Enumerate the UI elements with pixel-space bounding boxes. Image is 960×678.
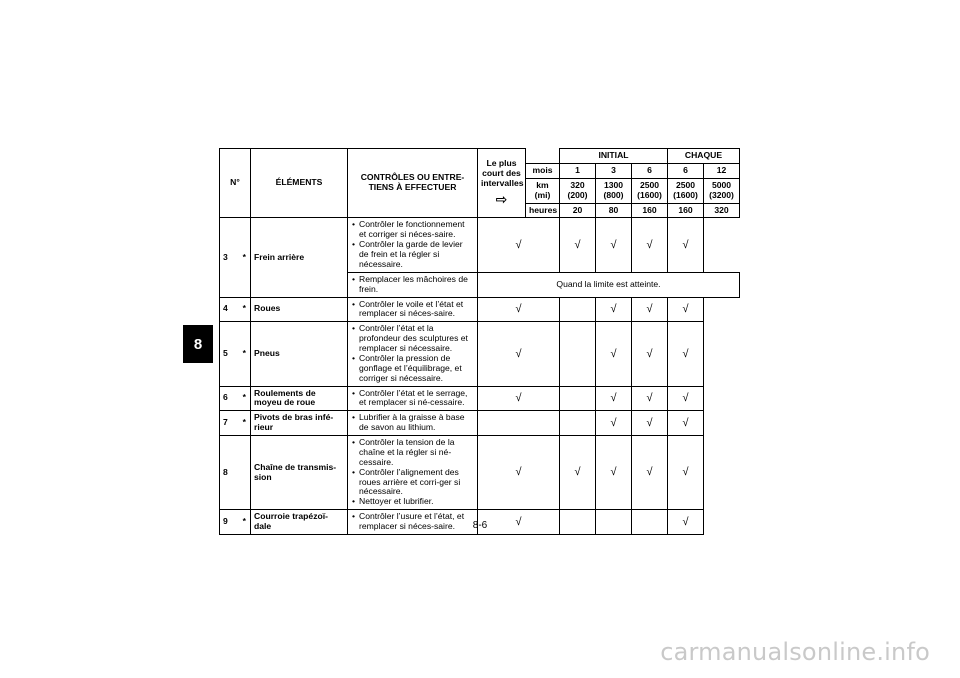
controls-list bbox=[351, 438, 474, 507]
interval-value: 160 bbox=[668, 203, 704, 218]
check-mark: √ bbox=[668, 218, 704, 272]
star-mark: * bbox=[239, 386, 251, 411]
check-mark: √ bbox=[478, 386, 560, 411]
row-number: 3 bbox=[220, 218, 239, 297]
element-name: Chaîne de transmis-sion bbox=[251, 436, 348, 510]
check-mark bbox=[560, 297, 596, 322]
check-mark: √ bbox=[668, 297, 704, 322]
element-name: Courroie trapézoï-dale bbox=[251, 510, 348, 535]
controls-list bbox=[351, 389, 474, 409]
watermark: carmanualsonline.info bbox=[660, 638, 930, 666]
controls-cell bbox=[348, 436, 478, 510]
element-name: Pivots de bras infé-rieur bbox=[251, 411, 348, 436]
row-number: 5 bbox=[220, 322, 239, 386]
chapter-tab: 8 bbox=[183, 325, 213, 363]
check-mark: √ bbox=[668, 322, 704, 386]
unit-label-months: mois bbox=[526, 163, 560, 178]
table-row bbox=[220, 218, 740, 272]
element-name: Roues bbox=[251, 297, 348, 322]
check-mark: √ bbox=[478, 510, 560, 535]
controls-list bbox=[351, 275, 474, 295]
check-mark: √ bbox=[668, 436, 704, 510]
maintenance-table bbox=[219, 148, 740, 535]
table-row bbox=[220, 386, 740, 411]
control-item: • Contrôler la pression de gonflage et l’équilibrage, et corriger si nécessaire. bbox=[351, 354, 474, 384]
control-item: • Contrôler le fonctionnement et corriger si néces-saire. bbox=[351, 220, 474, 240]
check-mark: √ bbox=[596, 411, 632, 436]
row-number: 8 bbox=[220, 436, 239, 510]
table-row bbox=[220, 411, 740, 436]
check-mark: √ bbox=[632, 411, 668, 436]
check-mark: √ bbox=[596, 436, 632, 510]
interval-value: 5000 (3200) bbox=[704, 178, 740, 203]
star-mark: * bbox=[239, 510, 251, 535]
controls-cell bbox=[348, 411, 478, 436]
star-mark: * bbox=[239, 218, 251, 297]
header-no: N° bbox=[220, 149, 251, 218]
check-mark bbox=[478, 411, 560, 436]
check-mark: √ bbox=[478, 297, 560, 322]
interval-value: 3 bbox=[596, 163, 632, 178]
control-item: • Contrôler la tension de la chaîne et la régler si né-cessaire. bbox=[351, 438, 474, 468]
interval-value: 320 bbox=[704, 203, 740, 218]
controls-list bbox=[351, 324, 474, 383]
check-mark: √ bbox=[478, 436, 560, 510]
controls-list bbox=[351, 220, 474, 269]
table-row bbox=[220, 436, 740, 510]
control-item: • Contrôler l’état et la profondeur des sculptures et remplacer si nécessaire. bbox=[351, 324, 474, 354]
control-item: • Contrôler le voile et l’état et remplacer si néces-saire. bbox=[351, 300, 474, 320]
span-note: Quand la limite est atteinte. bbox=[478, 272, 740, 297]
interval-value: 160 bbox=[632, 203, 668, 218]
star-mark: * bbox=[239, 297, 251, 322]
control-item: • Nettoyer et lubrifier. bbox=[351, 497, 474, 507]
row-number: 6 bbox=[220, 386, 239, 411]
controls-cell bbox=[348, 297, 478, 322]
control-item: • Contrôler l’usure et l’état, et remplacer si néces-saire. bbox=[351, 512, 474, 532]
header-initial: INITIAL bbox=[560, 149, 668, 164]
interval-value: 1 bbox=[560, 163, 596, 178]
arrow-right-icon: ⇨ bbox=[495, 190, 508, 207]
check-mark: √ bbox=[478, 218, 560, 272]
controls-list bbox=[351, 300, 474, 320]
row-number: 9 bbox=[220, 510, 239, 535]
controls-list bbox=[351, 413, 474, 433]
controls-cell bbox=[348, 218, 478, 272]
header-elements: ÉLÉMENTS bbox=[251, 149, 348, 218]
element-name: Frein arrière bbox=[251, 218, 348, 297]
check-mark: √ bbox=[632, 436, 668, 510]
check-mark: √ bbox=[632, 297, 668, 322]
header-controls: CONTRÔLES OU ENTRE-TIENS À EFFECTUER bbox=[348, 149, 478, 218]
control-item: • Contrôler la garde de levier de frein et la régler si nécessaire. bbox=[351, 240, 474, 270]
interval-value: 6 bbox=[668, 163, 704, 178]
control-item: • Contrôler l’état et le serrage, et remplacer si né-cessaire. bbox=[351, 389, 474, 409]
check-mark: √ bbox=[560, 218, 596, 272]
interval-value: 80 bbox=[596, 203, 632, 218]
check-mark: √ bbox=[596, 218, 632, 272]
unit-label-km: km (mi) bbox=[526, 178, 560, 203]
controls-cell bbox=[348, 272, 478, 297]
element-name: Pneus bbox=[251, 322, 348, 386]
interval-value: 20 bbox=[560, 203, 596, 218]
header-soonest bbox=[478, 149, 526, 218]
interval-value: 2500 (1600) bbox=[668, 178, 704, 203]
check-mark: √ bbox=[596, 297, 632, 322]
header-each: CHAQUE bbox=[668, 149, 740, 164]
check-mark: √ bbox=[596, 322, 632, 386]
table-row bbox=[220, 322, 740, 386]
check-mark bbox=[560, 386, 596, 411]
control-item: • Contrôler l’alignement des roues arrière et corri-ger si nécessaire. bbox=[351, 468, 474, 498]
element-name: Roulements de moyeu de roue bbox=[251, 386, 348, 411]
header-row-1 bbox=[220, 149, 740, 164]
star-mark: * bbox=[239, 411, 251, 436]
check-mark: √ bbox=[632, 386, 668, 411]
check-mark: √ bbox=[632, 218, 668, 272]
check-mark: √ bbox=[668, 386, 704, 411]
interval-value: 1300 (800) bbox=[596, 178, 632, 203]
interval-value: 6 bbox=[632, 163, 668, 178]
unit-label-hours: heures bbox=[526, 203, 560, 218]
controls-cell bbox=[348, 322, 478, 386]
row-number: 7 bbox=[220, 411, 239, 436]
check-mark: √ bbox=[478, 322, 560, 386]
star-mark: * bbox=[239, 322, 251, 386]
row-number: 4 bbox=[220, 297, 239, 322]
check-mark: √ bbox=[668, 411, 704, 436]
interval-value: 320 (200) bbox=[560, 178, 596, 203]
check-mark bbox=[560, 322, 596, 386]
control-item: • Lubrifier à la graisse à base de savon au lithium. bbox=[351, 413, 474, 433]
check-mark: √ bbox=[560, 436, 596, 510]
controls-cell bbox=[348, 386, 478, 411]
interval-value: 12 bbox=[704, 163, 740, 178]
control-item: • Remplacer les mâchoires de frein. bbox=[351, 275, 474, 295]
header-soonest-label: Le plus court des intervalles bbox=[481, 158, 524, 189]
check-mark: √ bbox=[668, 510, 704, 535]
table-row bbox=[220, 297, 740, 322]
star-mark bbox=[239, 436, 251, 510]
check-mark: √ bbox=[632, 322, 668, 386]
interval-value: 2500 (1600) bbox=[632, 178, 668, 203]
check-mark bbox=[560, 411, 596, 436]
page-number: 8-6 bbox=[472, 520, 488, 531]
check-mark: √ bbox=[596, 386, 632, 411]
